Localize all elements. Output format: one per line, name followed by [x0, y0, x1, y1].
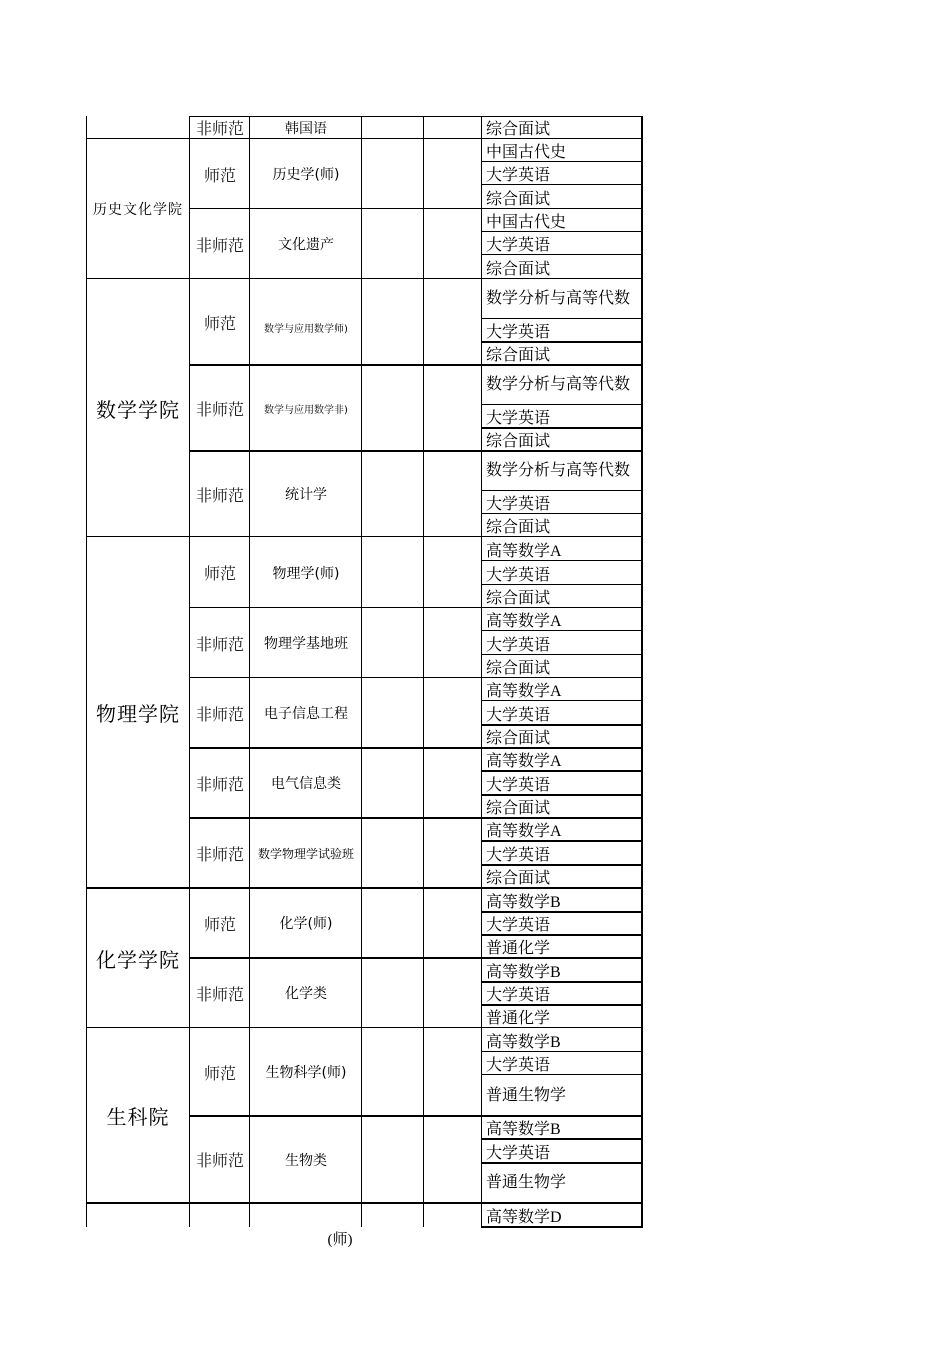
- grid-line: [481, 934, 643, 936]
- type-cell: 师范: [203, 167, 236, 185]
- college-cell-biology: 生科院: [106, 1105, 170, 1129]
- grid-line: [481, 184, 643, 185]
- subject-cell: 大学英语: [486, 637, 551, 654]
- type-cell: 非师范: [195, 986, 244, 1004]
- grid-line: [481, 161, 643, 162]
- grid-line: [481, 770, 643, 772]
- type-cell: 师范: [203, 566, 236, 583]
- major-cell: 历史学(师): [272, 167, 340, 183]
- grid-line: [481, 981, 643, 983]
- college-cell-chemistry: 化学学院: [96, 947, 180, 972]
- type-cell: 非师范: [195, 237, 244, 255]
- grid-line: [423, 116, 424, 1227]
- subject-cell: 普通生物学: [486, 1086, 567, 1104]
- subject-cell: 高等数学A: [486, 613, 562, 630]
- subject-cell: 普通化学: [486, 940, 551, 957]
- grid-line: [481, 1226, 643, 1228]
- grid-line: [86, 278, 643, 279]
- subject-cell: 大学英语: [486, 777, 551, 794]
- grid-line: [481, 840, 643, 842]
- major-cell: 统计学: [285, 487, 327, 503]
- type-cell: 非师范: [195, 706, 244, 724]
- grid-line: [189, 450, 643, 452]
- major-cell: 化学类: [285, 986, 327, 1002]
- subject-cell: 大学英语: [486, 847, 551, 864]
- grid-line: [481, 231, 643, 232]
- subject-cell: 综合面试: [486, 870, 551, 887]
- grid-line: [481, 630, 643, 631]
- major-cell: 数学与应用数学非): [264, 404, 348, 416]
- subject-cell: 大学英语: [486, 1057, 551, 1074]
- subject-cell: 高等数学B: [486, 1121, 561, 1138]
- grid-line: [481, 911, 643, 913]
- subject-cell: 大学英语: [486, 567, 551, 584]
- subject-cell: 综合面试: [486, 660, 551, 677]
- subject-cell: 高等数学B: [486, 964, 561, 981]
- subject-cell: 数学分析与高等代数: [486, 290, 631, 307]
- grid-line: [481, 341, 643, 343]
- subject-cell: 高等数学A: [486, 543, 562, 560]
- college-cell-math: 数学学院: [96, 397, 180, 422]
- grid-line: [481, 116, 482, 1227]
- grid-line: [361, 116, 362, 1227]
- footnote-text: (师): [327, 1232, 353, 1248]
- grid-line: [86, 887, 643, 889]
- grid-line: [481, 1074, 643, 1075]
- grid-line: [189, 208, 643, 209]
- grid-line: [249, 116, 250, 1227]
- major-cell: 韩国语: [285, 120, 327, 137]
- grid-line: [481, 1138, 643, 1140]
- major-cell: 生物科学(师): [265, 1065, 347, 1081]
- grid-line: [481, 427, 643, 429]
- grid-line: [86, 536, 643, 537]
- subject-cell: 大学英语: [486, 324, 551, 341]
- major-cell: 电气信息类: [271, 776, 341, 792]
- subject-cell: 数学分析与高等代数: [486, 376, 631, 393]
- grid-line: [86, 1027, 643, 1028]
- grid-line: [189, 607, 643, 608]
- grid-line: [641, 116, 643, 1227]
- grid-line: [189, 116, 481, 117]
- subject-cell: 大学英语: [486, 237, 551, 254]
- type-cell: 非师范: [195, 1153, 244, 1170]
- grid-line: [189, 677, 643, 678]
- college-cell-history: 历史文化学院: [93, 202, 183, 218]
- subject-cell: 大学英语: [486, 410, 551, 427]
- subject-cell: 高等数学A: [486, 823, 562, 840]
- grid-line: [189, 747, 643, 749]
- grid-line: [481, 560, 643, 561]
- subject-cell: 普通生物学: [486, 1174, 567, 1191]
- grid-line: [481, 513, 643, 514]
- grid-line: [481, 404, 643, 405]
- subject-cell: 综合面试: [486, 433, 551, 450]
- major-cell: 数学与应用数学师): [264, 323, 348, 335]
- major-cell: 数学物理学试验班: [257, 846, 354, 861]
- type-cell: 师范: [203, 1065, 236, 1083]
- subject-cell: 大学英语: [486, 707, 551, 724]
- grid-line: [481, 1162, 643, 1164]
- subject-cell: 大学英语: [486, 917, 551, 934]
- grid-line: [481, 1004, 643, 1006]
- subject-cell: 中国古代史: [486, 214, 567, 231]
- grid-line: [189, 364, 643, 366]
- subject-cell: 数学分析与高等代数: [486, 462, 631, 479]
- subject-cell: 综合面试: [486, 261, 551, 278]
- grid-line: [481, 1051, 643, 1052]
- grid-line: [86, 1202, 643, 1204]
- subject-cell: 高等数学A: [486, 753, 562, 770]
- subject-cell: 综合面试: [486, 800, 551, 817]
- major-cell: 化学(师): [279, 916, 333, 932]
- major-cell: 文化遗产: [278, 237, 334, 253]
- grid-line: [481, 318, 643, 319]
- grid-line: [189, 957, 643, 959]
- subject-cell: 普通化学: [486, 1010, 551, 1027]
- grid-line: [481, 864, 643, 866]
- grid-line: [481, 724, 643, 726]
- type-cell: 非师范: [195, 636, 244, 654]
- subject-cell: 高等数学D: [486, 1209, 562, 1226]
- major-cell: 生物类: [285, 1152, 327, 1169]
- subject-cell: 综合面试: [486, 191, 551, 208]
- type-cell: 非师范: [195, 487, 244, 505]
- subject-cell: 大学英语: [486, 496, 551, 513]
- grid-line: [481, 654, 643, 655]
- subject-cell: 大学英语: [486, 1145, 551, 1162]
- type-cell: 师范: [203, 916, 236, 934]
- grid-line: [481, 584, 643, 585]
- subject-cell: 综合面试: [486, 347, 551, 364]
- type-cell: 非师范: [195, 776, 244, 794]
- subject-cell: 高等数学B: [486, 894, 561, 911]
- grid-line: [86, 138, 643, 139]
- subject-cell: 综合面试: [486, 730, 551, 747]
- subject-cell: 中国古代史: [486, 144, 567, 161]
- college-cell-physics: 物理学院: [96, 702, 180, 726]
- type-cell: 师范: [203, 315, 236, 333]
- major-cell: 物理学(师): [272, 565, 340, 582]
- type-cell: 非师范: [195, 846, 244, 864]
- grid-line: [86, 116, 87, 1227]
- grid-line: [481, 116, 643, 117]
- type-cell: 非师范: [195, 401, 244, 419]
- subject-cell: 综合面试: [486, 121, 551, 138]
- grid-line: [481, 254, 643, 255]
- grid-line: [189, 1115, 643, 1117]
- subject-cell: 高等数学B: [486, 1034, 561, 1051]
- grid-line: [189, 817, 643, 819]
- major-cell: 电子信息工程: [264, 706, 348, 722]
- major-cell: 物理学基地班: [264, 636, 348, 652]
- subject-cell: 综合面试: [486, 590, 551, 607]
- grid-line: [189, 116, 190, 1227]
- grid-line: [481, 794, 643, 796]
- type-cell: 非师范: [195, 121, 244, 138]
- subject-cell: 大学英语: [486, 987, 551, 1004]
- grid-line: [481, 700, 643, 701]
- grid-line: [481, 490, 643, 491]
- subject-cell: 大学英语: [486, 167, 551, 184]
- subject-cell: 综合面试: [486, 519, 551, 536]
- subject-cell: 高等数学A: [486, 683, 562, 700]
